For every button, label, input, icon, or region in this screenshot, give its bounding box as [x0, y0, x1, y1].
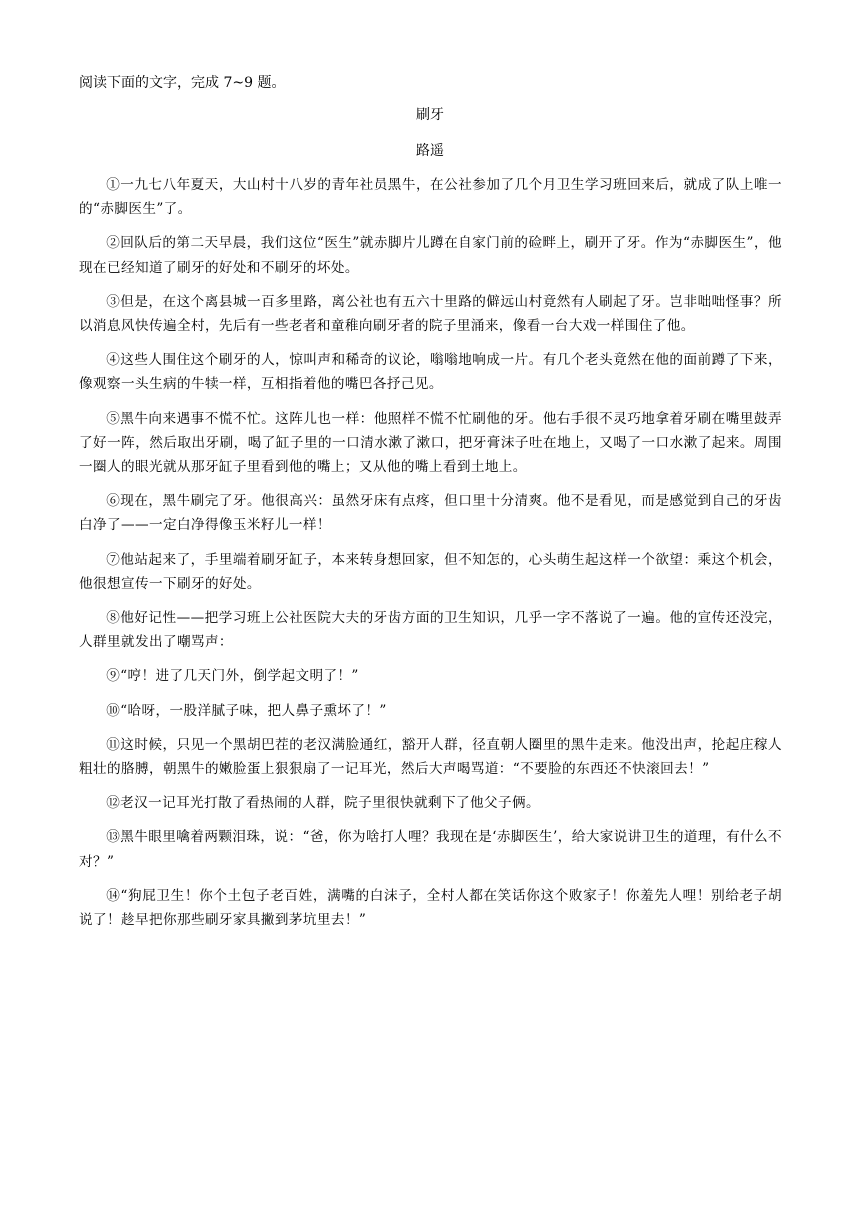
paragraph-9: ⑨“哼！进了几天门外，倒学起文明了！” — [106, 668, 359, 685]
story-title: 刷牙 — [416, 107, 444, 123]
instructions: 阅读下面的文字，完成 7~9 题。 — [79, 75, 286, 91]
paragraph-3: ③但是，在这个离县城一百多里路，离公社也有五六十里路的僻远山村竟然有人刷起了牙。岂非咄咄怪事？所以消息风快传遍全村，先后有一些老者和童稚向刷牙者的院子里涌来，像看一台大戏一样围住了他。 — [79, 293, 782, 335]
paragraph-2: ②回队后的第二天早晨，我们这位“医生”就赤脚片儿蹲在自家门前的硷畔上，刷开了牙。作为“赤脚医生”，他现在已经知道了刷牙的好处和不刷牙的坏处。 — [79, 235, 782, 276]
paragraph-8: ⑧他好记性——把学习班上公社医院大夫的牙齿方面的卫生知识，几乎一字不落说了一遍。他的宣传还没完，人群里就发出了嘲骂声： — [79, 610, 782, 651]
story-body — [79, 173, 782, 942]
story-author: 路遥 — [416, 143, 444, 159]
paragraph-12: ⑫老汉一记耳光打散了看热闹的人群，院子里很快就剩下了他父子俩。 — [106, 795, 540, 812]
paragraph-14: ⑭“狗屁卫生！你个土包子老百姓，满嘴的白沫子，全村人都在笑话你这个败家子！你羞先人哩！别给老子胡说了！趁早把你那些刷牙家具撇到茅坑里去！” — [79, 887, 782, 929]
paragraph-7: ⑦他站起来了，手里端着刷牙缸子，本来转身想回家，但不知怎的，心头萌生起这样一个欲望：乘这个机会，他很想宣传一下刷牙的好处。 — [79, 551, 782, 592]
paragraph-10: ⑩“哈呀，一股洋腻子味，把人鼻子熏坏了！” — [106, 702, 387, 719]
paragraph-13: ⑬黑牛眼里噙着两颗泪珠，说：“爸，你为啥打人哩？我现在是‘赤脚医生’，给大家说讲卫生的道理，有什么不对？” — [79, 829, 782, 870]
paragraph-4: ④这些人围住这个刷牙的人，惊叫声和稀奇的议论，嗡嗡地响成一片。有几个老头竟然在他的面前蹲了下来，像观察一头生病的牛犊一样，互相指着他的嘴巴各抒己见。 — [79, 352, 782, 393]
paragraph-11: ⑪这时候，只见一个黑胡巴茬的老汉满脸通红，豁开人群，径直朝人圈里的黑牛走来。他没出声，抡起庄稼人粗壮的胳膊，朝黑牛的嫩脸蛋上狠狠扇了一记耳光，然后大声喝骂道：“不要脸的东西还不快滚回去！” — [79, 736, 782, 778]
paragraph-5: ⑤黑牛向来遇事不慌不忙。这阵儿也一样：他照样不慌不忙刷他的牙。他右手很不灵巧地拿着牙刷在嘴里鼓弄了好一阵，然后取出牙刷，喝了缸子里的一口清水漱了漱口，把牙膏沫子吐在地上，又喝了一口水漱了起来。周围一圈人的眼光就从那牙缸子里看到他的嘴上；又从他的嘴上看到土地上。 — [79, 410, 782, 476]
paragraph-6: ⑥现在，黑牛刷完了牙。他很高兴：虽然牙床有点疼，但口里十分清爽。他不是看见，而是感觉到自己的牙齿白净了——一定白净得像玉米籽儿一样！ — [79, 493, 782, 534]
paragraph-1: ①一九七八年夏天，大山村十八岁的青年社员黑牛，在公社参加了几个月卫生学习班回来后，就成了队上唯一的“赤脚医生”了。 — [79, 177, 782, 218]
